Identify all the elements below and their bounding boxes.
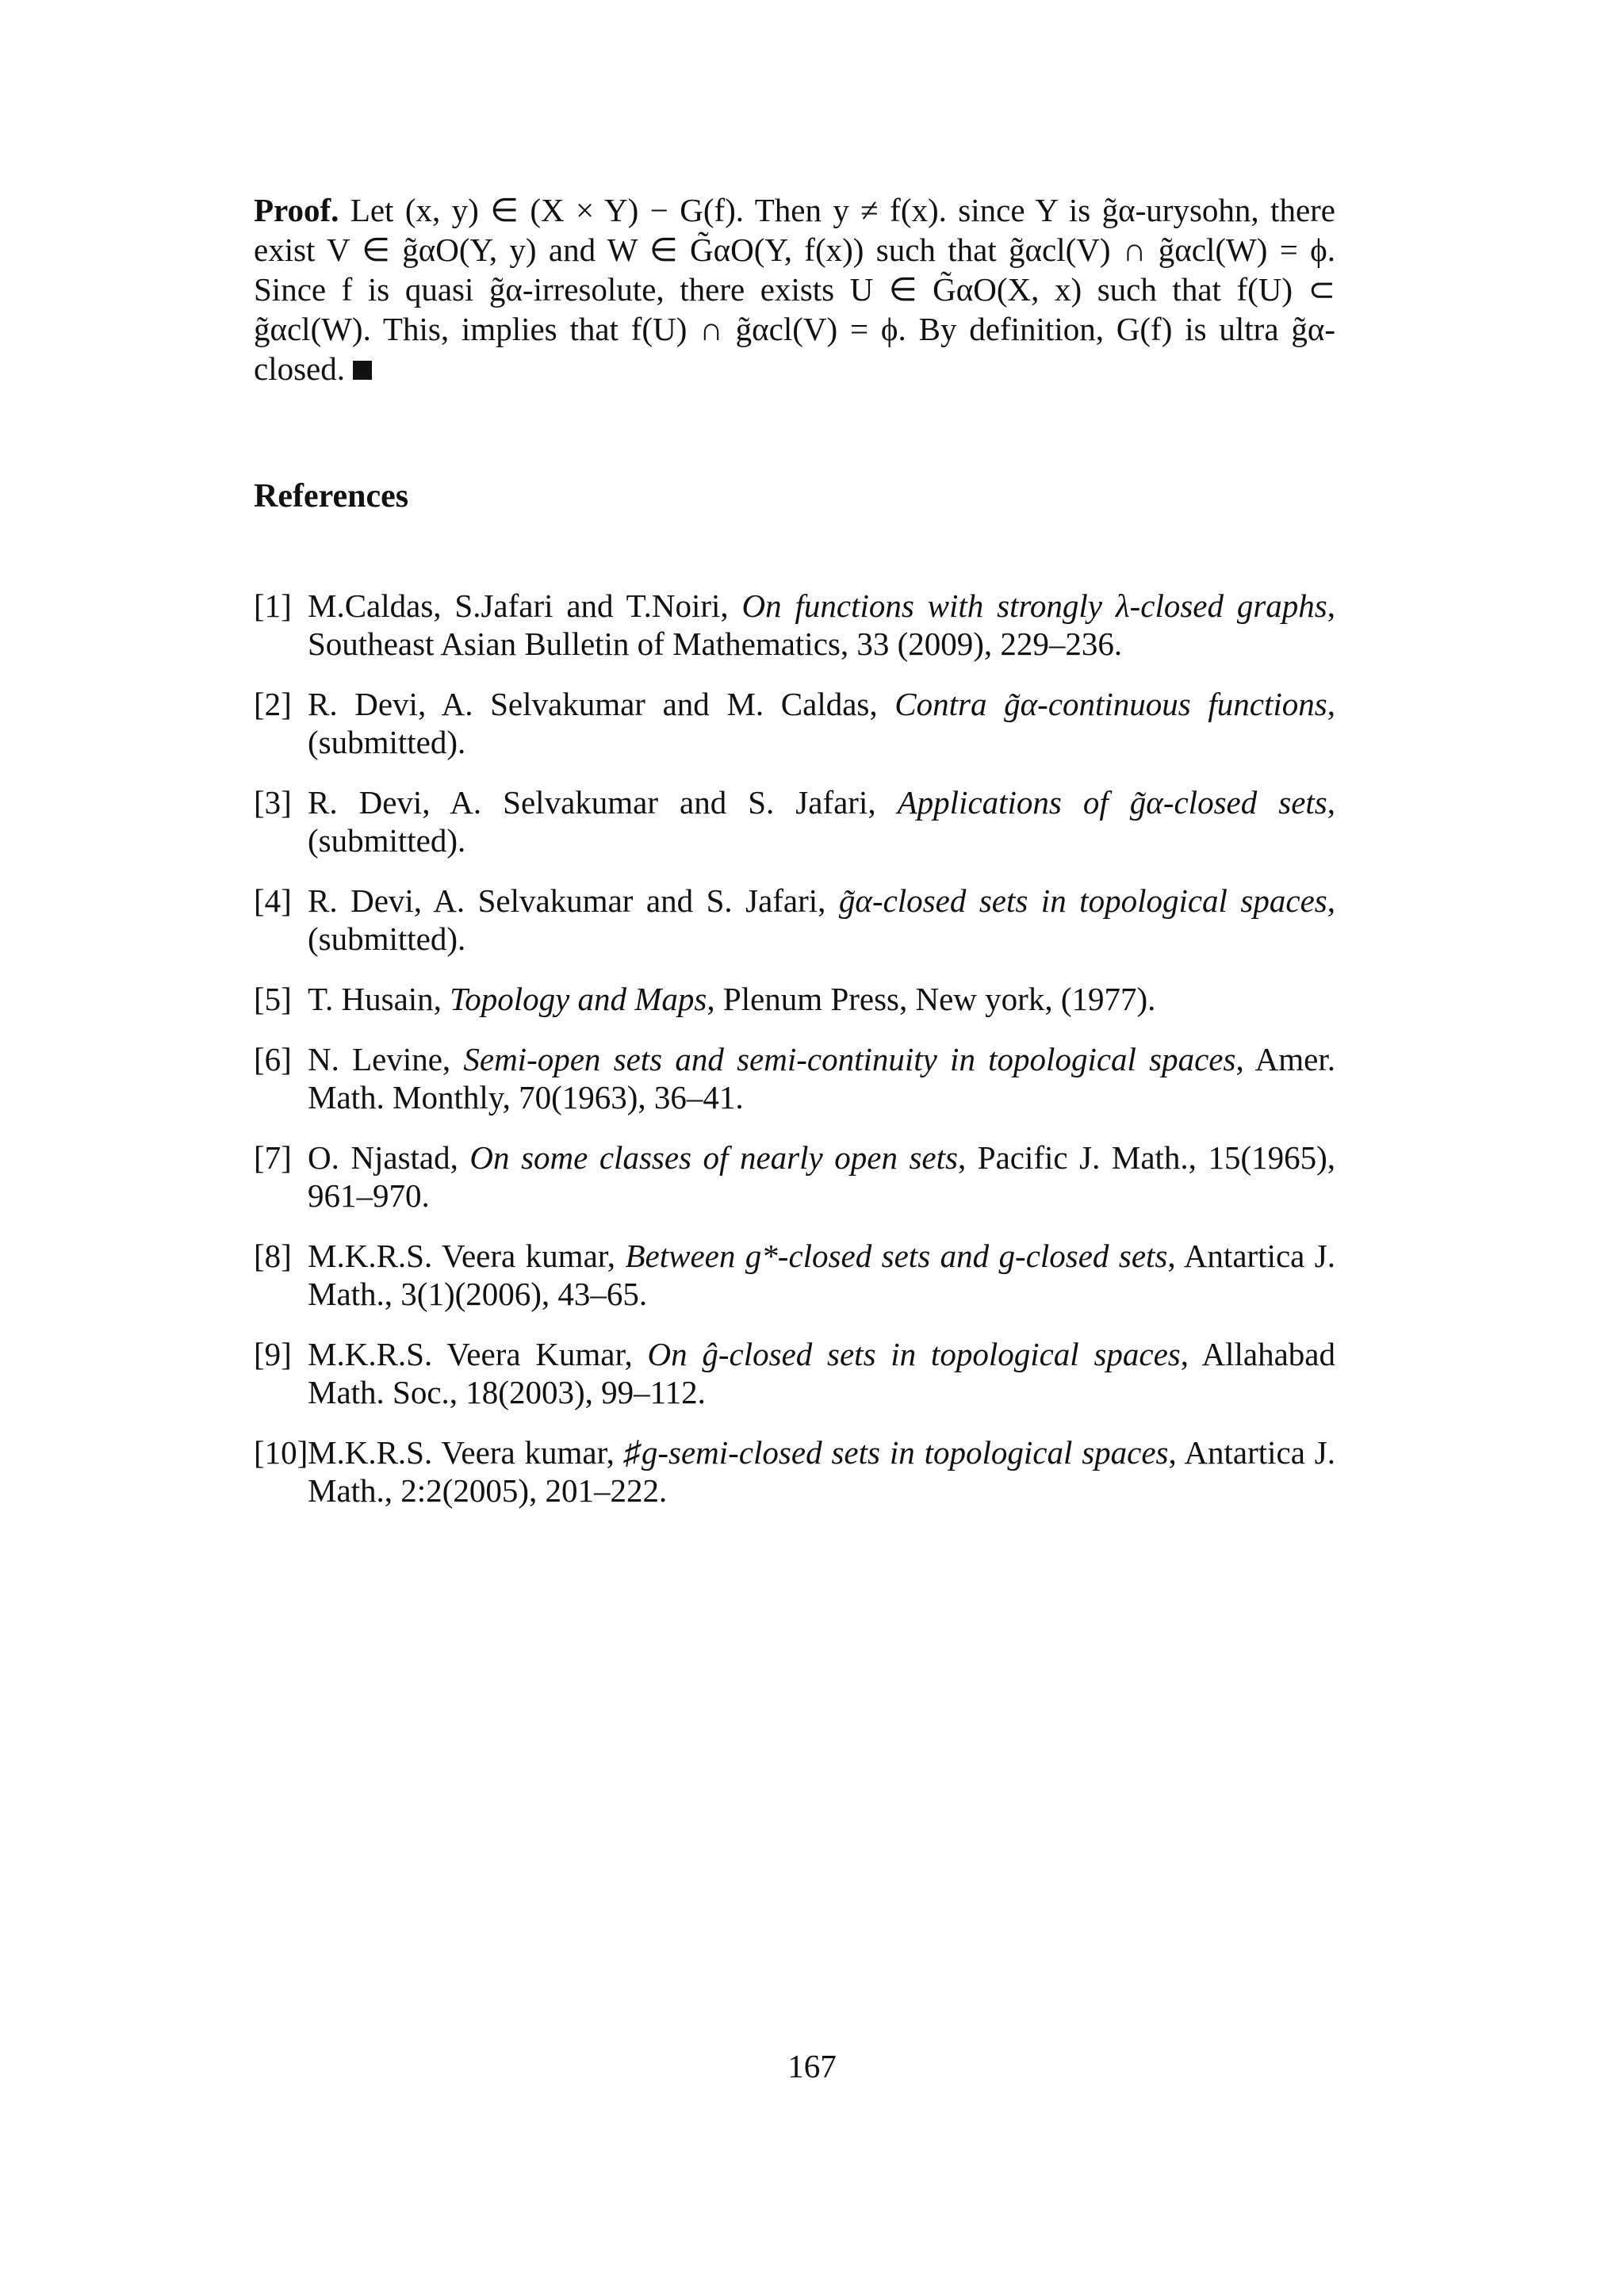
reference-item (254, 882, 1335, 958)
reference-number: [1] (254, 587, 292, 624)
reference-number: [5] (254, 981, 292, 1017)
page-number: 167 (787, 2048, 837, 2084)
reference-details: , Allahabad Math. Soc., 18(2003), 99–112. (308, 1336, 1335, 1410)
reference-authors: M.K.R.S. Veera kumar, (308, 1238, 626, 1274)
reference-item (254, 1335, 1335, 1411)
reference-title: On some classes of nearly open sets (469, 1139, 958, 1176)
reference-title: ♯g-semi-closed sets in topological spaces (623, 1434, 1169, 1471)
reference-list (254, 587, 1335, 1532)
reference-number: [4] (254, 882, 292, 919)
reference-number: [2] (254, 686, 292, 722)
reference-item (254, 1237, 1335, 1313)
reference-authors: R. Devi, A. Selvakumar and S. Jafari, (308, 784, 898, 821)
qed-square-icon (353, 361, 372, 380)
reference-title: Between g*-closed sets and g-closed sets (625, 1238, 1168, 1274)
reference-details: , (submitted). (308, 686, 1335, 760)
references-heading: References (254, 478, 409, 515)
reference-authors: T. Husain, (308, 981, 450, 1017)
reference-title: g̃α-closed sets in topological spaces (838, 882, 1327, 919)
reference-details: , Amer. Math. Monthly, 70(1963), 36–41. (308, 1041, 1335, 1115)
reference-item (254, 685, 1335, 761)
reference-details: , (submitted). (308, 784, 1335, 859)
reference-details: , Antartica J. Math., 2:2(2005), 201–222. (308, 1434, 1335, 1509)
reference-title: Contra g̃α-continuous functions (894, 686, 1327, 722)
reference-details: , Southeast Asian Bulletin of Mathematics, 33 (2009), 229–236. (308, 587, 1335, 662)
reference-authors: M.Caldas, S.Jafari and T.Noiri, (308, 587, 742, 624)
reference-number: [7] (254, 1139, 292, 1176)
reference-details: , (submitted). (308, 882, 1335, 957)
reference-details: , Plenum Press, New york, (1977). (707, 981, 1156, 1017)
reference-number: [10] (254, 1434, 308, 1471)
reference-title: Semi-open sets and semi-continuity in topological spaces (463, 1041, 1236, 1077)
reference-title: On ĝ-closed sets in topological spaces (647, 1336, 1181, 1372)
reference-authors: N. Levine, (308, 1041, 464, 1077)
reference-authors: R. Devi, A. Selvakumar and M. Caldas, (308, 686, 895, 722)
proof-label: Proof. (254, 192, 339, 228)
reference-item (254, 1138, 1335, 1215)
proof-text: Let (x, y) ∈ (X × Y) − G(f). Then y ≠ f(x). since Y is g̃α-urysohn, there exist V ∈ g̃αO(Y, y) and W ∈ G̃αO(Y, f(x)) such that g̃αcl(V) ∩ g̃αcl(W) = ϕ. Since f is quasi g̃α-irresolute, there exists U ∈ G̃αO(X, x) such that f(U) ⊂ g̃αcl(W). This, implies that f(U) ∩ g̃αcl(V) = ϕ. By definition, G(f) is ultra g̃α-closed. (254, 192, 1335, 387)
reference-authors: M.K.R.S. Veera kumar, (308, 1434, 624, 1471)
reference-item (254, 587, 1335, 663)
reference-number: [9] (254, 1336, 292, 1372)
reference-number: [6] (254, 1041, 292, 1077)
reference-item (254, 980, 1335, 1018)
reference-authors: M.K.R.S. Veera Kumar, (308, 1336, 648, 1372)
reference-title: Topology and Maps (450, 981, 707, 1017)
proof-paragraph (254, 190, 1335, 388)
reference-item (254, 783, 1335, 859)
reference-authors: R. Devi, A. Selvakumar and S. Jafari, (308, 882, 839, 919)
reference-number: [8] (254, 1238, 292, 1274)
reference-title: On functions with strongly λ-closed graphs (741, 587, 1327, 624)
reference-number: [3] (254, 784, 292, 821)
reference-details: , Pacific J. Math., 15(1965), 961–970. (308, 1139, 1336, 1214)
reference-item (254, 1433, 1335, 1510)
reference-authors: O. Njastad, (308, 1139, 470, 1176)
reference-item (254, 1040, 1335, 1116)
reference-title: Applications of g̃α-closed sets (897, 784, 1327, 821)
reference-details: , Antartica J. Math., 3(1)(2006), 43–65. (308, 1238, 1336, 1312)
